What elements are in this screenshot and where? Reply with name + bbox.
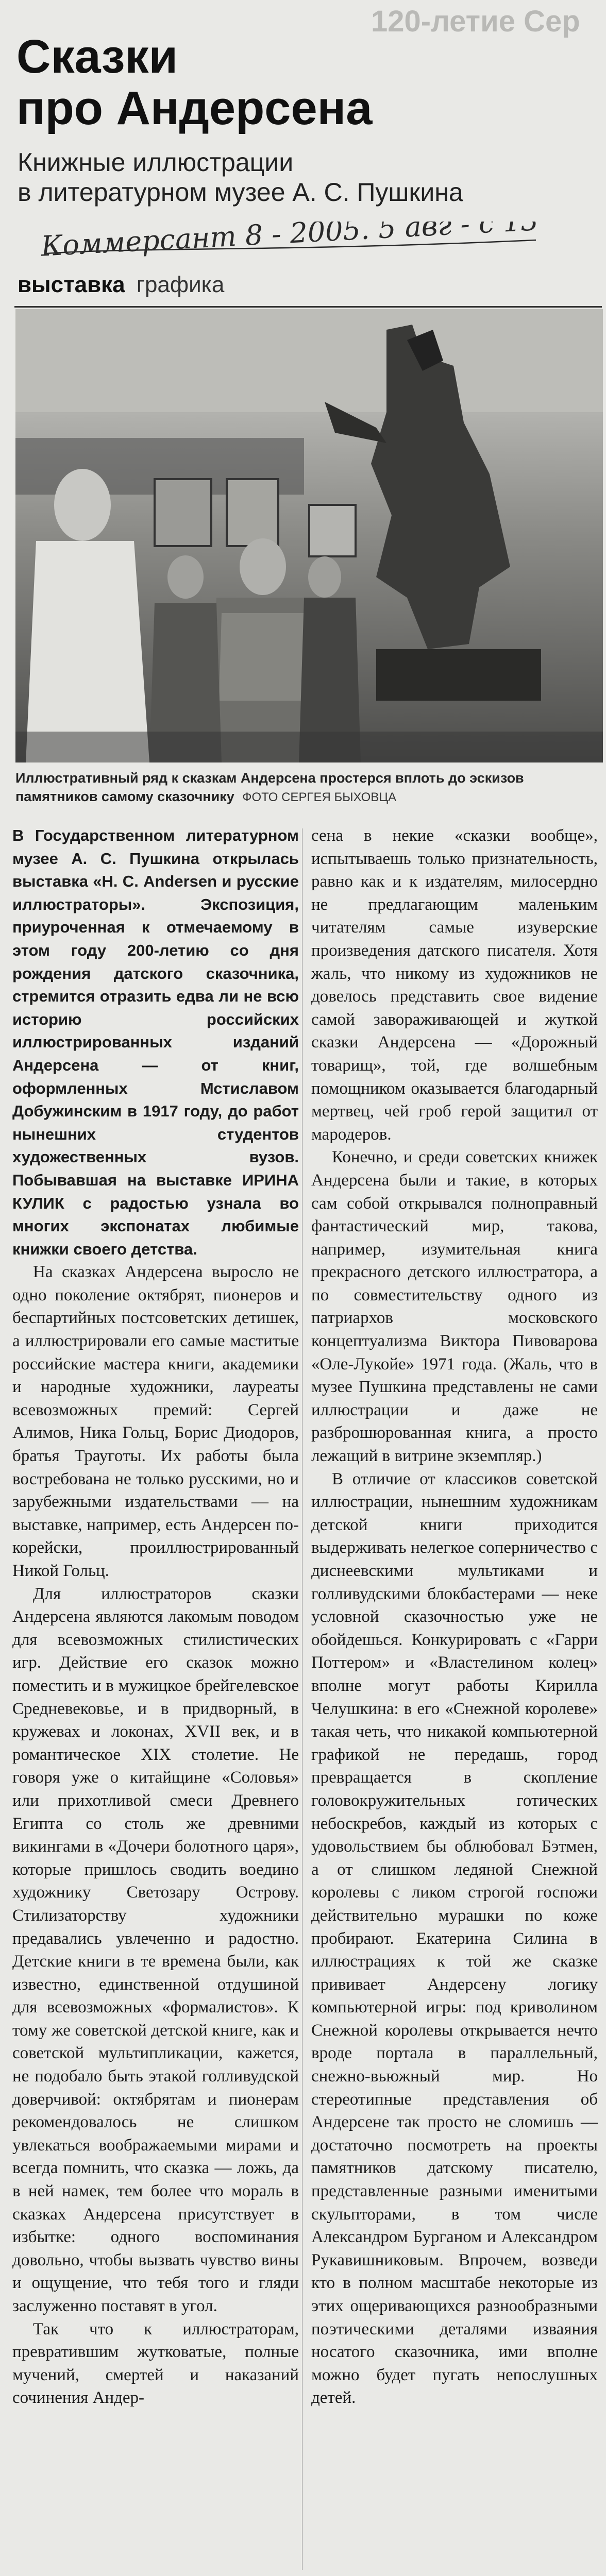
subtitle-line-2: в литературном музее А. С. Пушкина: [18, 178, 463, 207]
photo-caption: [15, 769, 603, 807]
rubric-subsection: графика: [136, 272, 225, 297]
subtitle-line-1: Книжные иллюстрации: [18, 148, 294, 177]
article-column-right: [311, 824, 598, 2576]
article-paragraph: Для иллюстраторов сказки Андерсена являются лакомым поводом для всевозможных стилистических игр. Действие его сказок можно поместить и в мужицкое брейгелевское Средневековье, и в придворный, в кружевах и локонах, XVII век, и в романтическое XIX столетие. Не говоря уже о китайщине «Соловья» или прихотливой смеси Древнего Египта со столь же древними викингами в «Дочери болотного царя», которые пришлось сводить воедино художнику Светозару Острову. Стилизаторству художники предавались увлеченно и радостно. Детские книги в те времена были, как известно, единственной отдушиной для всевозможных «формалистов». К тому же советской детской книге, как и советской мультипликации, кажется, не подобало быть этакой голливудской доверчивой: октябрятам и пионерам рекомендовалось не слишком увлекаться воображаемыми мирами и всегда помнить, что сказка — ложь, да в ней намек, тем более что мораль в сказках Андерсена присутствует в избытке: одного воспоминания довольно, чтобы вызвать чувство вины и ощущение, что тебя того и гляди заслуженно поставят в угол.: [12, 1584, 299, 2315]
article-paragraph: сена в некие «сказки вообще», испытываешь только признательность, равно как и к издателям, милосердно не предлагающим маленьким читателям самые изуверские произведения датского писателя. Хотя жаль, что никому из художников не довелось представить свое видение самой завораживающей и жуткой сказки Андерсена — «Дорожный товарищ», той, где волшебным помощником оказывается благодарный мертвец, чей гроб герой защитил от мародеров.: [311, 826, 598, 1144]
article-lead: В Государственном литературном музее А. С. Пушкина открылась выставка «Н. С. Andersen и русские иллюстраторы». Экспозиция, приуроченная к отмечаемому в этом году 200-летию со дня рождения датского сказочника, стремится отразить едва ли не всю историю российских иллюстрированных изданий Андерсена — от книг, оформленных Мстиславом Добужинским в 1917 году, до работ нынешних студентов художественных вузов. Побывавшая на выставке ИРИНА КУЛИК с радостью узнала во многих экспонатах любимые книжки своего детства.: [12, 826, 299, 1258]
header-remnant: 120-летие Сер: [371, 5, 580, 38]
top-rule: [14, 306, 602, 308]
handwritten-note-text: Коммерсант 8 - 2005. 5 авг - с 13: [40, 222, 540, 263]
article-paragraph: Так что к иллюстраторам, превратившим жутковатые, полные мучений, смертей и наказаний сочинения Андер-: [12, 2319, 299, 2408]
rubric-section: выставка: [18, 272, 125, 297]
photo-caption-text: Иллюстративный ряд к сказкам Андерсена простерся вплоть до эскизов памятников самому сказочнику: [15, 770, 524, 804]
photo-credit: ФОТО СЕРГЕЯ БЫХОВЦА: [242, 790, 397, 804]
rubric: [18, 272, 584, 298]
exhibition-photo: [15, 309, 603, 762]
article-subtitle: [18, 147, 600, 207]
article-column-left: [12, 824, 299, 2576]
article-paragraph: На сказках Андерсена выросло не одно поколение октябрят, пионеров и беспартийных постсоветских детишек, а иллюстрировали его самые маститые российские мастера книги, академики и народные художники, лауреаты всевозможных премий: Сергей Алимов, Ника Гольц, Борис Диодоров, братья Трауготы. Их работы была востребована не только русскими, но и зарубежными издательствами — на выставке, например, есть Андерсен по-корейски, проиллюстрированный Никой Гольц.: [12, 1263, 299, 1580]
article-paragraph: В отличие от классиков советской иллюстрации, нынешним художникам детской книги приходится выдерживать нелегкое соперничество с диснеевскими мультиками и голливудскими блокбастерами — неке условной сказочностью уже не обойдешься. Конкурировать с «Гарри Поттером» и «Властелином колец» вполне могут работы Кирилла Челушкина: в его «Снежной королеве» такая четь, что никакой компьютерной графикой не передашь, город превращается в скопление головокружительных готических небоскребов, каждый из которых с удовольствием бы облюбовал Бэтмен, а от слишком ледяной Снежной королевы с ликом строгой госпожи действительно мурашки по коже пробирают. Екатерина Силина в иллюстрациях к той же сказке прививает Андерсену логику компьютерной игры: под криволином Снежной королевы открывается нечто вроде портала в параллельный, снежно-вьюжный мир. Но стереотипные представления об Андерсене так просто не сломишь — достаточно посмотреть на проекты памятников датскому писателю, представленные разными именитыми скульпторами, в том числе Александром Бурганом и Александром Рукавишниковым. Впрочем, возведи кто в полном масштабе некоторые из этих ощеривающихся разнообразными поэтическими деталями изваяния носатого сказочника, ими вполне можно будет пугать непослушных детей.: [311, 1469, 598, 2408]
title-line-1: Сказки: [16, 30, 178, 83]
title-line-2: про Андерсена: [16, 82, 373, 134]
article-title: [16, 31, 599, 134]
article-paragraph: Конечно, и среди советских книжек Андерсена были и такие, в которых сам собой открывался полноправный фантастический мир, такова, например, изумительная книга прекрасного детского иллюстратора, а по совместительству одного из патриархов московского концептуализма Виктора Пивоварова «Оле-Лукойе» 1971 года. (Жаль, что в музее Пушкина представлены не сами иллюстрации и даже не разброшюрованная книга, а просто лежащий в витрине экземпляр.): [311, 1148, 598, 1466]
